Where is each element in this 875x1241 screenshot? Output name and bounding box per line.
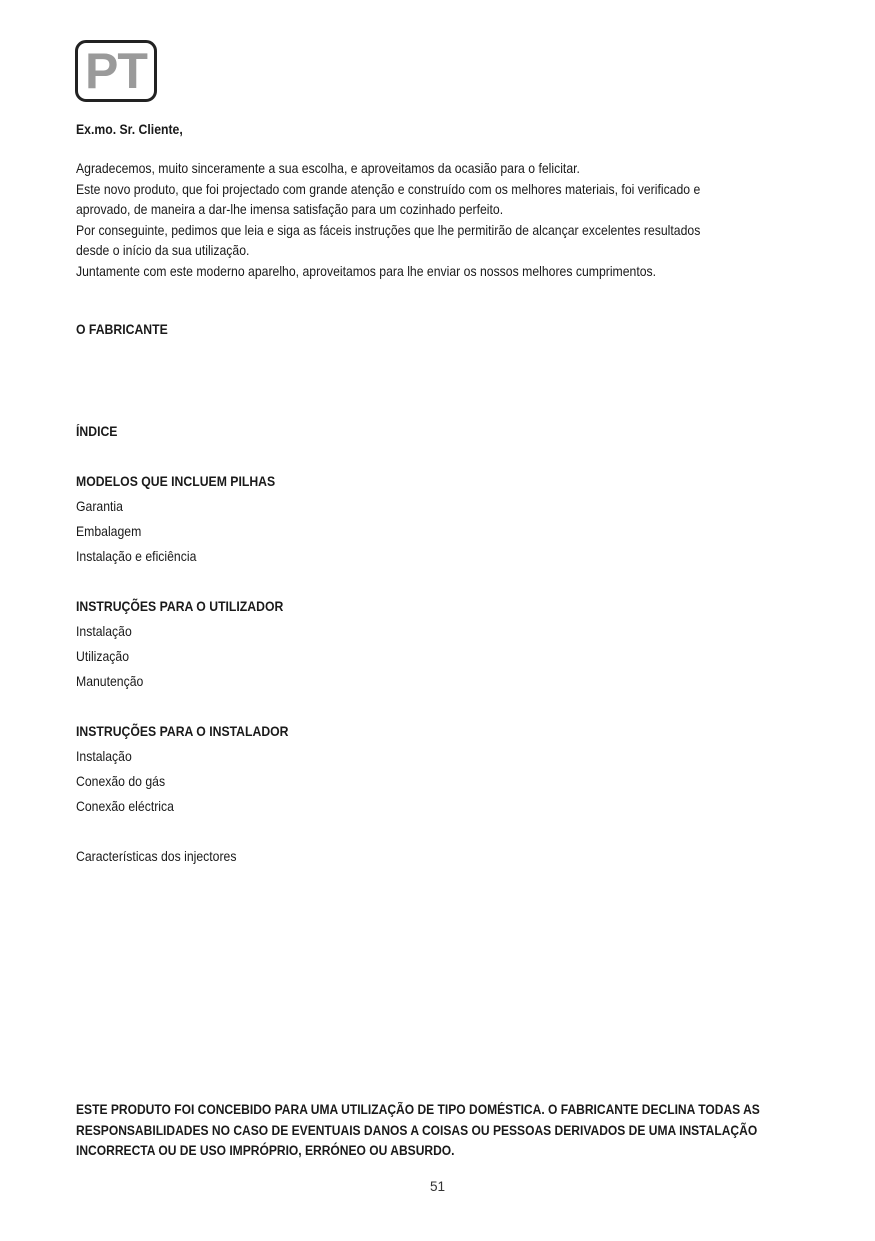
spacer [76,444,289,469]
section-heading: INSTRUÇÕES PARA O INSTALADOR [76,724,289,739]
intro-line: Este novo produto, que foi projectado com grande atenção e construído com os melhores materiais, foi verificado e [76,181,701,197]
greeting: Ex.mo. Sr. Cliente, [76,122,183,137]
index-item: Manutenção [76,674,144,689]
index-item: Instalação [76,624,132,639]
intro-line: desde o início da sua utilização. [76,243,250,258]
index-item: Embalagem [76,524,142,539]
signature: O FABRICANTE [76,322,168,337]
section-heading: MODELOS QUE INCLUEM PILHAS [76,474,276,489]
index-item: Instalação [76,749,132,764]
index-title: ÍNDICE [76,424,118,439]
index-item: Conexão eléctrica [76,799,174,814]
language-badge [75,40,157,102]
disclaimer-line: INCORRECTA OU DE USO IMPRÓPRIO, ERRÓNEO OU ABSURDO. [76,1143,455,1158]
spacer [76,569,289,594]
index-item: Características dos injectores [76,849,237,864]
intro-line: aprovado, de maneira a dar-lhe imensa satisfação para um cozinhado perfeito. [76,202,504,217]
disclaimer-line: ESTE PRODUTO FOI CONCEBIDO PARA UMA UTILIZAÇÃO DE TIPO DOMÉSTICA. O FABRICANTE DECLINA TODAS AS [76,1102,760,1117]
disclaimer [76,1100,805,1162]
intro-paragraph [76,159,787,282]
index-item: Garantia [76,499,123,514]
language-badge-label: PT [85,43,147,99]
intro-line: Por conseguinte, pedimos que leia e siga as fáceis instruções que lhe permitirão de alcançar excelentes resultados [76,222,701,238]
intro-line: Juntamente com este moderno aparelho, aproveitamos para lhe enviar os nossos melhores cumprimentos. [76,263,657,279]
index-item: Conexão do gás [76,774,166,789]
spacer [76,694,289,719]
table-of-contents [76,419,289,869]
spacer [76,819,289,844]
disclaimer-line: RESPONSABILIDADES NO CASO DE EVENTUAIS DANOS A COISAS OU PESSOAS DERIVADOS DE UMA INSTALAÇÃO [76,1122,758,1138]
index-item: Instalação e eficiência [76,549,197,564]
index-item: Utilização [76,649,130,664]
section-heading: INSTRUÇÕES PARA O UTILIZADOR [76,599,284,614]
intro-line: Agradecemos, muito sinceramente a sua escolha, e aproveitamos da ocasião para o felicitar. [76,161,580,176]
page-number: 51 [429,1179,446,1194]
